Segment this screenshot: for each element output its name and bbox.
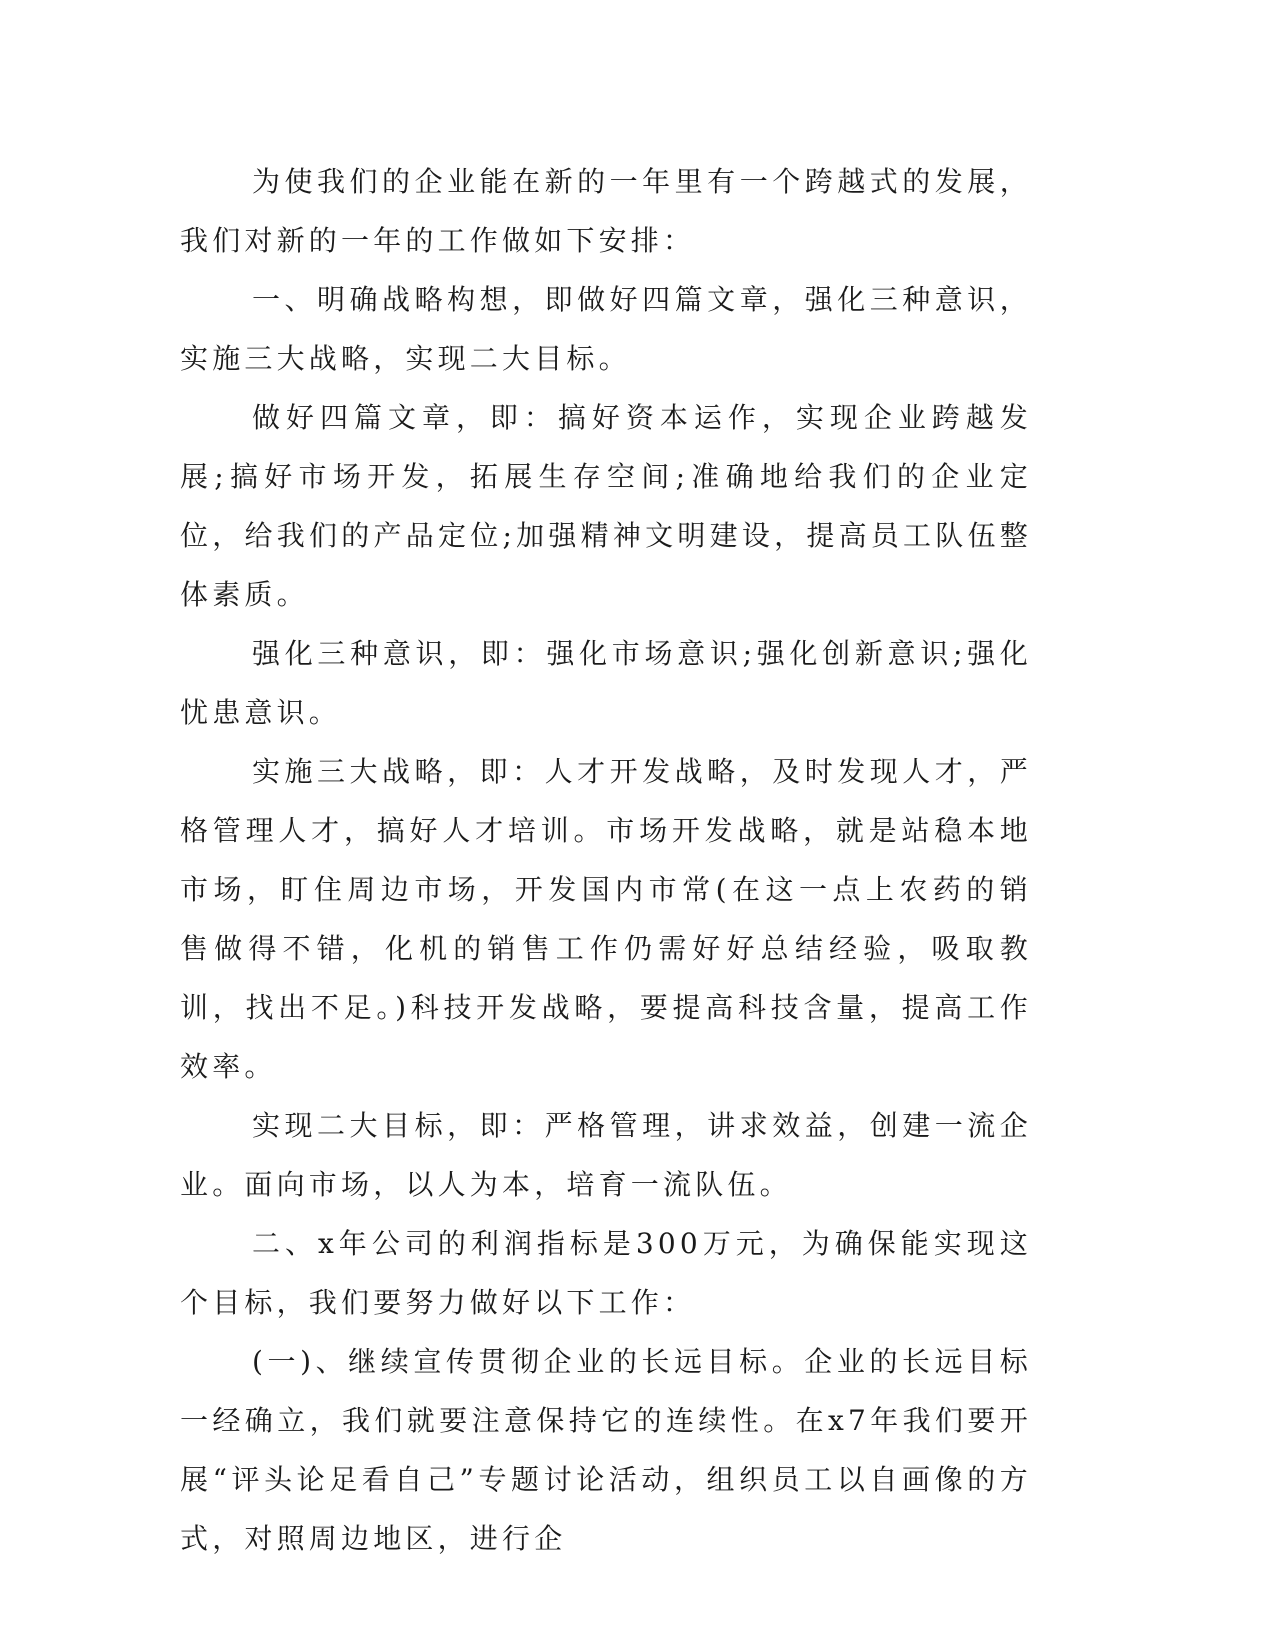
paragraph-two-goals: 实现二大目标，即：严格管理，讲求效益，创建一流企业。面向市场，以人为本，培育一流队伍。 — [180, 1109, 1032, 1201]
paragraph-profit-target: 二、x年公司的利润指标是300万元，为确保能实现这个目标，我们要努力做好以下工作： — [180, 1227, 1032, 1319]
paragraph-long-term-goal: (一)、继续宣传贯彻企业的长远目标。企业的长远目标一经确立，我们就要注意保持它的连续性。在x7年我们要开展“评头论足看自己”专题讨论活动，组织员工以自画像的方式，对照周边地区，进行企 — [180, 1345, 1032, 1555]
paragraph-intro: 为使我们的企业能在新的一年里有一个跨越式的发展，我们对新的一年的工作做如下安排： — [180, 165, 1032, 257]
paragraph-four-articles: 做好四篇文章，即：搞好资本运作，实现企业跨越发展;搞好市场开发，拓展生存空间;准确地给我们的企业定位，给我们的产品定位;加强精神文明建设，提高员工队伍整体素质。 — [180, 401, 1032, 611]
paragraph-strategy-overview: 一、明确战略构想，即做好四篇文章，强化三种意识，实施三大战略，实现二大目标。 — [180, 283, 1032, 375]
paragraph-three-strategies: 实施三大战略，即：人才开发战略，及时发现人才，严格管理人才，搞好人才培训。市场开发战略，就是站稳本地市场，盯住周边市场，开发国内市常(在这一点上农药的销售做得不错，化机的销售工作仍需好好总结经验，吸取教训，找出不足。)科技开发战略，要提高科技含量，提高工作效率。 — [180, 755, 1032, 1083]
document-body — [180, 152, 1032, 1568]
paragraph-three-awareness: 强化三种意识，即：强化市场意识;强化创新意识;强化忧患意识。 — [180, 637, 1032, 729]
